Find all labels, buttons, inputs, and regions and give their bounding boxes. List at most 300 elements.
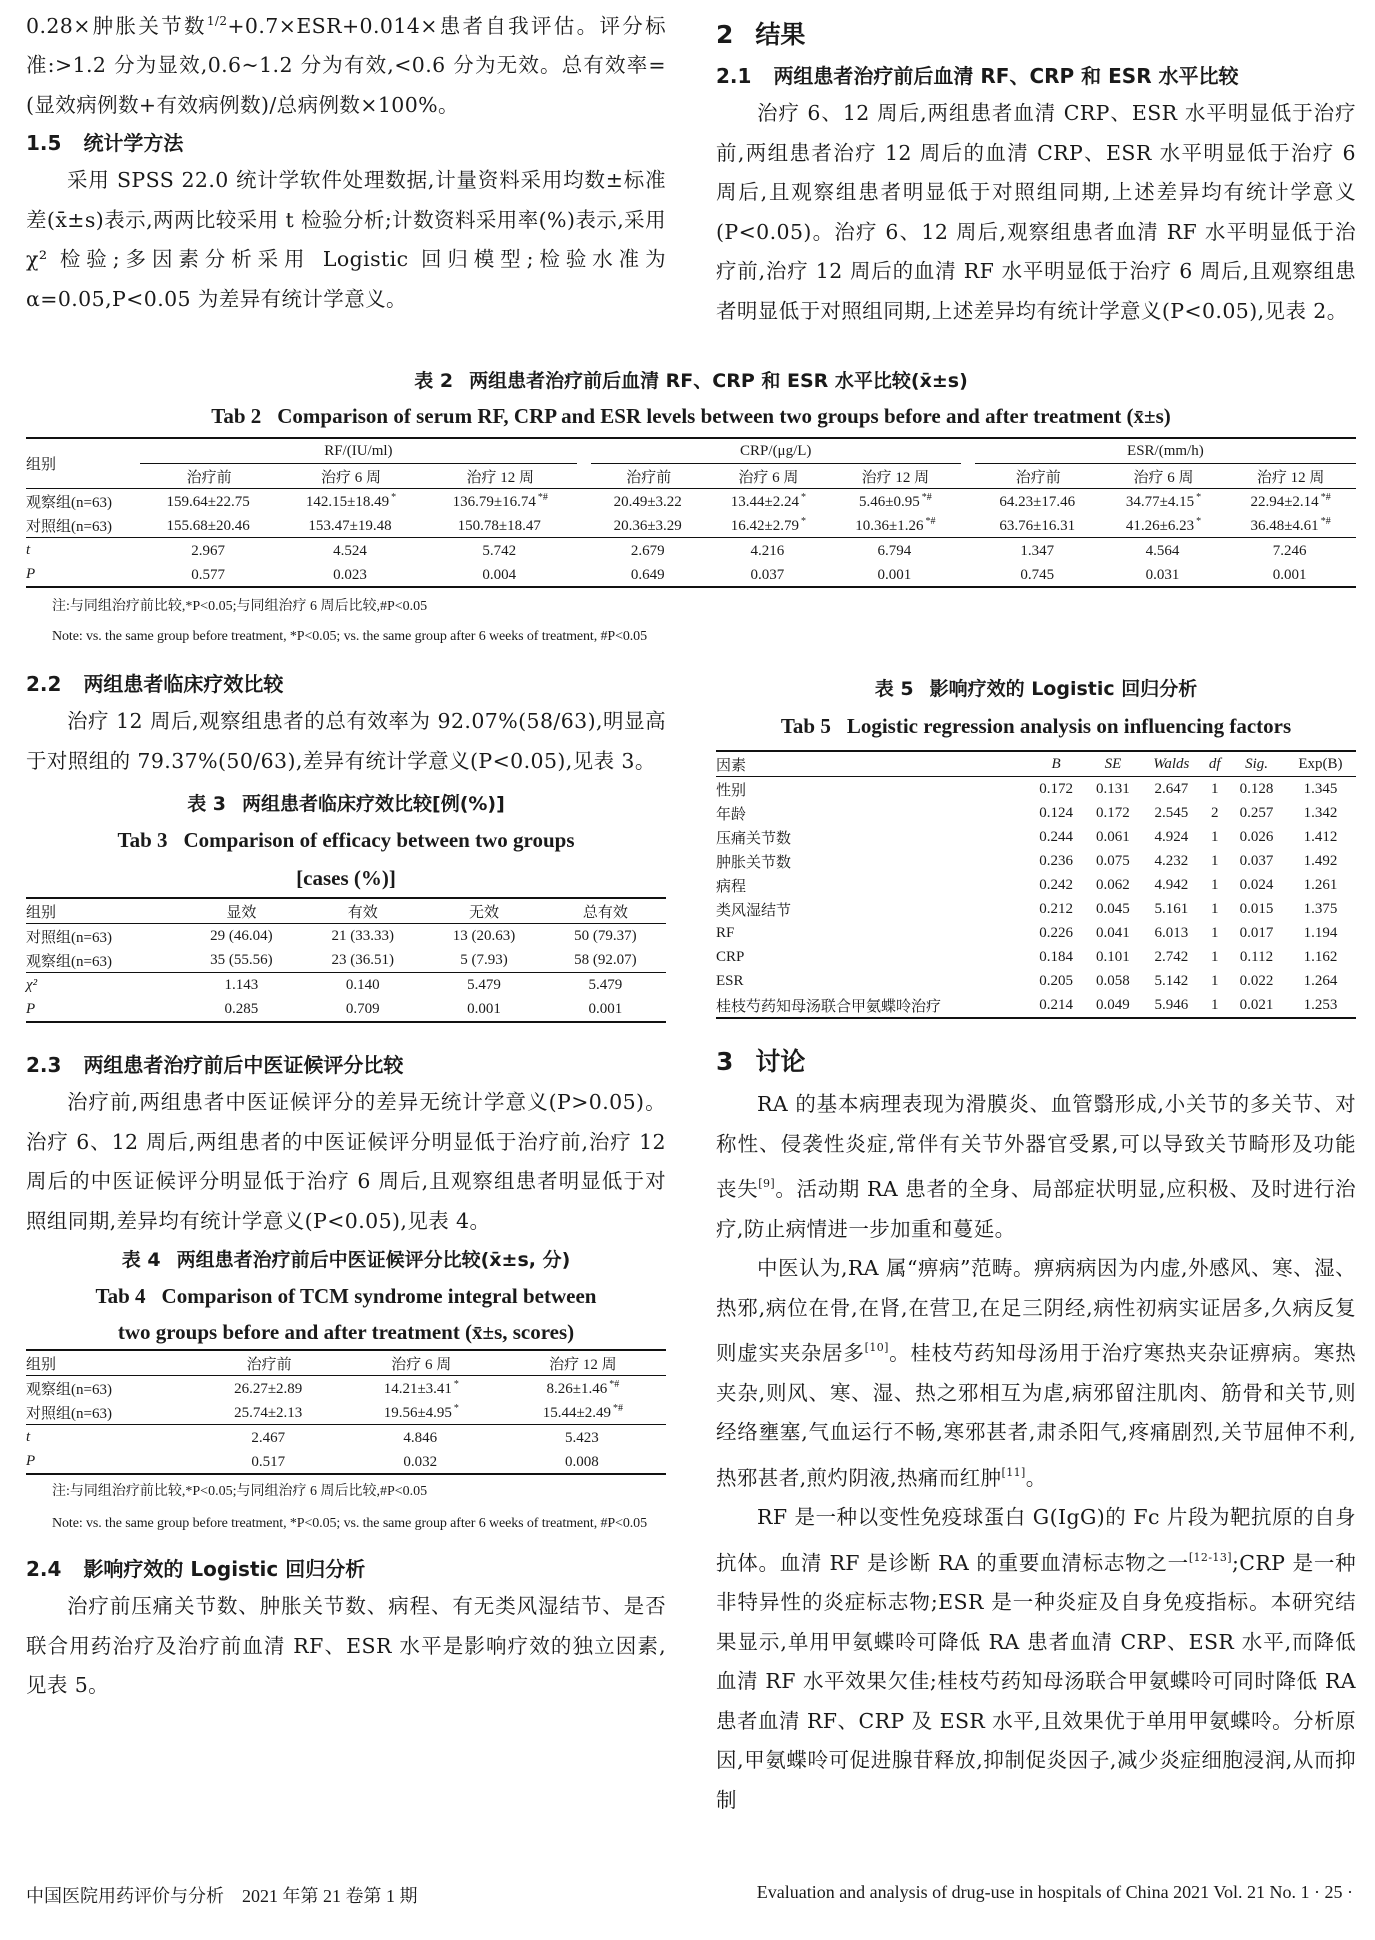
section-title: 两组患者治疗前后中医证候评分比较 xyxy=(83,1053,404,1077)
table-cell xyxy=(591,538,707,563)
significance-mark: *# xyxy=(925,515,936,527)
table-cell xyxy=(343,1425,500,1450)
section-2-2-body: 治疗 12 周后,观察组患者的总有效率为 92.07%(58/63),明显高于对照组的 79.37%(50/63),差异有统计学意义(P<0.05),见表 3。 xyxy=(26,709,666,773)
table-cell: 0.184 xyxy=(1039,948,1073,965)
table-cell: 5.479 xyxy=(588,976,623,993)
table-cell: 5 (7.93) xyxy=(460,951,508,968)
row-label: CRP xyxy=(716,948,745,965)
table-cell: 1.412 xyxy=(1303,828,1338,845)
table-cell: 0.205 xyxy=(1039,972,1073,989)
table-cell: 1 xyxy=(1210,852,1219,869)
table-cell: 1 xyxy=(1210,996,1219,1013)
cell-value: 2.467 xyxy=(251,1429,286,1446)
table-cell xyxy=(195,1400,342,1425)
table-cell: 0.257 xyxy=(1239,804,1274,821)
table-cell: 1 xyxy=(1210,780,1219,797)
table-cell xyxy=(140,538,278,563)
subheader: 治疗前 xyxy=(186,469,232,486)
column-header: 组别 xyxy=(26,904,57,921)
table-cell: 0.112 xyxy=(1239,948,1274,965)
cell-value: 25.74±2.13 xyxy=(234,1404,303,1421)
table-cell: 0.049 xyxy=(1096,996,1130,1013)
table-cell: 0.214 xyxy=(1039,996,1073,1013)
table-cell: 0.172 xyxy=(1096,804,1130,821)
table-cell: 0.285 xyxy=(224,1000,259,1017)
citation-ref: [9] xyxy=(758,1177,776,1190)
table-cell xyxy=(343,1376,500,1401)
table-row xyxy=(26,513,1356,538)
column-header: 无效 xyxy=(469,904,500,921)
text: ;CRP 是一种非特异性的炎症标志物;ESR 是一种炎症及自身免疫指标。本研究结果显示,单用甲氨蝶呤可降低 RA 患者血清 CRP、ESR 水平,而降低血清 RF 水平效果欠佳;桂枝芍药知母汤联合甲氨蝶呤可同时降低 RA 患者血清 RF、CRP 及 ESR 水平,且效果优于单用甲氨蝶呤。分析原因,甲氨蝶呤可促进腺苷释放,抑制促炎因子,减少炎症细胞浸润,从而抑制 xyxy=(716,1550,1356,1812)
row-label: t xyxy=(26,541,31,558)
row-label: P xyxy=(26,565,36,582)
table-cell xyxy=(500,1400,666,1425)
caption-number: Tab 4 xyxy=(95,1284,146,1308)
caption-number: 表 4 xyxy=(121,1249,161,1271)
section-number: 2.2 xyxy=(26,672,62,696)
table-2-caption-en xyxy=(26,398,1356,434)
caption-number: 表 5 xyxy=(874,678,914,700)
table-cell: 1.162 xyxy=(1303,948,1338,965)
table-cell: 1 xyxy=(1210,972,1219,989)
subheader: 治疗前 xyxy=(1015,469,1061,486)
table-cell xyxy=(1225,538,1356,563)
section-2-3-heading xyxy=(26,1047,666,1083)
caption-text: 两组患者治疗前后中医证候评分比较(x̄±s, 分) xyxy=(176,1249,571,1271)
row-label: 观察组(n=63) xyxy=(26,494,112,511)
section-2-1-heading xyxy=(716,58,1356,94)
table-5-caption-en xyxy=(716,706,1356,746)
table-cell: 0.131 xyxy=(1096,780,1130,797)
table-cell xyxy=(140,513,278,538)
significance-mark: * xyxy=(800,515,806,527)
section-number: 1.5 xyxy=(26,131,62,156)
table-cell xyxy=(424,538,577,563)
table-3-caption-en xyxy=(26,821,666,859)
column-header: 总有效 xyxy=(582,904,628,921)
table-cell: 1.492 xyxy=(1303,852,1338,869)
table-cell: 1.345 xyxy=(1303,780,1338,797)
citation-ref: [10] xyxy=(864,1341,889,1354)
table-cell: 0.128 xyxy=(1239,780,1274,797)
cell-value: 6.794 xyxy=(877,542,912,559)
row-label: 肿胀关节数 xyxy=(716,854,792,871)
table-cell xyxy=(1102,538,1225,563)
table-cell: 35 (55.56) xyxy=(210,951,273,968)
caption-number: Tab 2 xyxy=(211,404,262,428)
row-label: χ² xyxy=(26,976,38,993)
section-number: 2.1 xyxy=(716,64,752,88)
text: 。桂枝芍药知母汤用于治疗寒热夹杂证痹病。寒热夹杂,则风、寒、湿、热之邪相互为虐,病邪留注肌肉、筋骨和关节,则经络壅塞,气血运行不畅,寒邪甚者,肃杀阳气,疼痛剧烈,关节屈伸不利,热邪甚者,煎灼阴液,热痛而红肿 xyxy=(716,1341,1356,1490)
cell-value: 2.679 xyxy=(630,542,665,559)
column-header: 因素 xyxy=(716,757,747,774)
table-cell: 29 (46.04) xyxy=(210,927,273,944)
left-column-top xyxy=(26,2,666,319)
cell-value: 4.564 xyxy=(1145,542,1180,559)
caption-text: 两组患者临床疗效比较[例(%)] xyxy=(242,793,505,815)
section-2-heading xyxy=(716,12,1356,58)
table-cell: 1 xyxy=(1210,900,1219,917)
table-5 xyxy=(716,750,1356,1019)
table-row xyxy=(26,538,1356,563)
table-cell xyxy=(707,513,830,538)
subheader: 治疗 12 周 xyxy=(1256,469,1325,486)
table-2-note-en: Note: vs. the same group before treatment, *P<0.05; vs. the same group after 6 weeks of treatment, #P<0.05 xyxy=(52,629,647,644)
table-cell: 23 (36.51) xyxy=(331,951,394,968)
cell-value: 14.21±3.41 xyxy=(383,1380,452,1397)
table-cell: 0.041 xyxy=(1096,924,1130,941)
section-number: 3 xyxy=(716,1047,734,1076)
table-cell: 6.013 xyxy=(1154,924,1189,941)
table-cell: 4.232 xyxy=(1154,852,1189,869)
table-4-caption-en-line2: two groups before and after treatment (x̄±s, scores) xyxy=(117,1320,575,1344)
table-cell xyxy=(424,513,577,538)
cell-value: 8.26±1.46 xyxy=(546,1380,608,1397)
table-row xyxy=(716,945,1356,969)
row-label: 年龄 xyxy=(716,806,747,823)
table-row xyxy=(26,489,1356,514)
cell-value: 4.216 xyxy=(750,542,785,559)
formula-rest-text: +0.7×ESR+0.014×患者自我评估。评分标准:>1.2 分为显效,0.6~1.2 分为有效,<0.6 分为无效。总有效率=(显效病例数+有效病例数)/总病例数×100%。 xyxy=(26,13,666,117)
column-header: Sig. xyxy=(1245,755,1268,772)
row-label: 观察组(n=63) xyxy=(26,1381,112,1398)
table-row xyxy=(716,801,1356,825)
cell-value: 0.008 xyxy=(564,1453,599,1470)
cell-value: 34.77±4.15 xyxy=(1125,493,1195,510)
row-label: 类风湿结节 xyxy=(716,902,792,919)
table-cell: 4.924 xyxy=(1154,828,1189,845)
section-title: 统计学方法 xyxy=(83,131,184,156)
significance-mark: *# xyxy=(612,1402,623,1414)
table-cell: 0.022 xyxy=(1239,972,1274,989)
table-cell: 0.037 xyxy=(1239,852,1274,869)
table-cell xyxy=(830,489,961,514)
table-cell xyxy=(591,489,707,514)
text: RA 的基本病理表现为滑膜炎、血管翳形成,小关节的多关节、对称性、侵袭性炎症,常伴有关节外器官受累,可以导致关节畸形及功能丧失 xyxy=(716,1092,1356,1201)
table-cell: 5.161 xyxy=(1154,900,1189,917)
cell-value: 0.649 xyxy=(630,566,665,583)
column-header: B xyxy=(1051,755,1061,772)
table-cell: 0.024 xyxy=(1239,876,1274,893)
table-cell xyxy=(830,562,961,587)
table-2-block xyxy=(26,364,1356,652)
table-cell: 0.212 xyxy=(1039,900,1073,917)
subheader: 治疗 12 周 xyxy=(861,469,930,486)
caption-text: 两组患者治疗前后血清 RF、CRP 和 ESR 水平比较(x̄±s) xyxy=(469,370,968,392)
cell-value: 15.44±2.49 xyxy=(542,1404,611,1421)
table-5-caption-cn xyxy=(716,672,1356,706)
table-cell xyxy=(278,513,424,538)
table-cell: 21 (33.33) xyxy=(331,927,394,944)
table-cell: 1 xyxy=(1210,948,1219,965)
row-label: P xyxy=(26,1452,36,1469)
table-row xyxy=(26,1376,666,1401)
header-esr: ESR/(mm/h) xyxy=(975,438,1356,464)
table-row xyxy=(26,562,1356,587)
table-cell: 2 xyxy=(1210,804,1219,821)
table-cell xyxy=(975,513,1102,538)
cell-value: 5.742 xyxy=(482,542,517,559)
row-label: 病程 xyxy=(716,878,747,895)
caption-text: Comparison of efficacy between two groups xyxy=(183,828,575,852)
table-cell xyxy=(278,489,424,514)
caption-number: Tab 5 xyxy=(780,714,831,738)
significance-mark: * xyxy=(453,1378,459,1390)
cell-value: 64.23±17.46 xyxy=(999,493,1076,510)
table-cell xyxy=(1225,562,1356,587)
table-cell: 1.264 xyxy=(1303,972,1338,989)
table-cell xyxy=(830,513,961,538)
cell-value: 150.78±18.47 xyxy=(457,517,541,534)
table-cell xyxy=(1225,513,1356,538)
cell-value: 22.94±2.14 xyxy=(1250,493,1319,510)
table-cell xyxy=(343,1400,500,1425)
table-cell: 0.021 xyxy=(1239,996,1274,1013)
cell-value: 63.76±16.31 xyxy=(999,517,1076,534)
cell-value: 10.36±1.26 xyxy=(855,517,924,534)
table-3 xyxy=(26,897,666,1023)
section-1-5-body: 采用 SPSS 22.0 统计学软件处理数据,计量资料采用均数±标准差(x̄±s)表示,两两比较采用 t 检验分析;计数资料采用率(%)表示,采用 χ² 检验;多因素分析采用 Logistic 回归模型;检验水准为 α=0.05,P<0.05 为差异有统计学意义。 xyxy=(26,168,666,311)
caption-text: Comparison of TCM syndrome integral between xyxy=(161,1284,597,1308)
column-header: 治疗 12 周 xyxy=(549,1356,617,1373)
table-row xyxy=(26,1449,666,1474)
citation-ref: [12-13] xyxy=(1188,1550,1232,1564)
table-2-caption-cn xyxy=(26,364,1356,398)
table-cell xyxy=(195,1376,342,1401)
significance-mark: * xyxy=(1196,491,1202,503)
table-cell: 0.058 xyxy=(1096,972,1130,989)
table-4 xyxy=(26,1349,666,1475)
table-cell: 5.142 xyxy=(1154,972,1189,989)
table-cell: 0.172 xyxy=(1039,780,1073,797)
caption-text: Logistic regression analysis on influencing factors xyxy=(846,714,1292,738)
table-cell xyxy=(975,489,1102,514)
table-row xyxy=(716,897,1356,921)
cell-value: 0.517 xyxy=(251,1453,286,1470)
section-title: 结果 xyxy=(755,20,806,49)
table-cell xyxy=(424,489,577,514)
significance-mark: *# xyxy=(1320,491,1331,503)
cell-value: 0.745 xyxy=(1020,566,1055,583)
subheader: 治疗 6 周 xyxy=(1133,469,1194,486)
table-cell xyxy=(830,538,961,563)
table-cell: 0.045 xyxy=(1096,900,1130,917)
column-header: 显效 xyxy=(226,904,257,921)
row-label: 对照组(n=63) xyxy=(26,518,112,535)
table-4-note-cn: 注:与同组治疗前比较,*P<0.05;与同组治疗 6 周后比较,#P<0.05 xyxy=(52,1484,428,1499)
table-cell: 1.261 xyxy=(1303,876,1338,893)
table-cell xyxy=(707,562,830,587)
column-header: Exp(B) xyxy=(1298,755,1343,772)
cell-value: 136.79±16.74 xyxy=(452,493,536,510)
cell-value: 26.27±2.89 xyxy=(234,1380,303,1397)
cell-value: 0.004 xyxy=(482,566,517,583)
discussion-paragraph-3 xyxy=(716,1498,1356,1820)
table-cell: 58 (92.07) xyxy=(574,951,637,968)
table-cell xyxy=(707,489,830,514)
table-cell: 0.709 xyxy=(345,1000,380,1017)
cell-value: 19.56±4.95 xyxy=(383,1404,452,1421)
cell-value: 41.26±6.23 xyxy=(1125,517,1195,534)
table-3-caption-en-line2: [cases (%)] xyxy=(296,866,396,890)
left-column-lower xyxy=(26,666,666,1706)
column-header: SE xyxy=(1104,755,1122,772)
significance-mark: * xyxy=(1196,515,1202,527)
table-cell xyxy=(195,1425,342,1450)
table-cell xyxy=(975,538,1102,563)
table-row xyxy=(716,873,1356,897)
cell-value: 0.031 xyxy=(1145,566,1180,583)
table-cell: 1 xyxy=(1210,828,1219,845)
section-2-4-heading xyxy=(26,1551,666,1587)
table-cell: 1.194 xyxy=(1303,924,1338,941)
table-row xyxy=(716,849,1356,873)
cell-value: 1.347 xyxy=(1020,542,1055,559)
cell-value: 0.001 xyxy=(877,566,912,583)
table-cell xyxy=(195,1449,342,1474)
cell-value: 20.49±3.22 xyxy=(613,493,682,510)
cell-value: 0.001 xyxy=(1272,566,1307,583)
subheader: 治疗 12 周 xyxy=(466,469,534,486)
section-2-4-body: 治疗前压痛关节数、肿胀关节数、病程、有无类风湿结节、是否联合用药治疗及治疗前血清 RF、ESR 水平是影响疗效的独立因素,见表 5。 xyxy=(26,1594,666,1697)
caption-number: 表 3 xyxy=(187,793,227,815)
row-label: RF xyxy=(716,924,735,941)
discussion-paragraph-2 xyxy=(716,1249,1356,1498)
cell-value: 0.577 xyxy=(191,566,225,583)
table-cell xyxy=(707,538,830,563)
row-label: t xyxy=(26,1428,31,1445)
row-label: 对照组(n=63) xyxy=(26,1405,112,1422)
table-cell xyxy=(500,1376,666,1401)
table-row xyxy=(26,997,666,1022)
caption-number: Tab 3 xyxy=(117,828,168,852)
text: 。 xyxy=(1025,1465,1047,1490)
table-4-note-en: Note: vs. the same group before treatment, *P<0.05; vs. the same group after 6 weeks of treatment, #P<0.05 xyxy=(52,1516,647,1531)
table-cell: 0.242 xyxy=(1039,876,1073,893)
footer-journal-en: Evaluation and analysis of drug-use in hospitals of China 2021 Vol. 21 No. 1 · 25 · xyxy=(756,1882,1353,1902)
citation-ref: [11] xyxy=(1001,1465,1026,1479)
table-cell xyxy=(500,1449,666,1474)
subheader: 治疗 6 周 xyxy=(738,469,799,486)
table-cell xyxy=(343,1449,500,1474)
formula-text: 0.28×肿胀关节数 xyxy=(26,13,207,38)
footer-journal-cn: 中国医院用药评价与分析 2021 年第 21 卷第 1 期 xyxy=(26,1886,418,1906)
table-row xyxy=(26,1400,666,1425)
text: 。活动期 RA 患者的全身、局部症状明显,应积极、及时进行治疗,防止病情进一步加重和蔓延。 xyxy=(716,1177,1356,1241)
table-row xyxy=(26,973,666,998)
table-row xyxy=(26,924,666,949)
section-1-5-heading xyxy=(26,125,666,161)
table-2 xyxy=(26,437,1356,588)
cell-value: 0.032 xyxy=(403,1453,438,1470)
section-2-1-body: 治疗 6、12 周后,两组患者血清 CRP、ESR 水平明显低于治疗前,两组患者治疗 12 周后的血清 CRP、ESR 水平明显低于治疗 6 周后,且观察组患者明显低于对照组同期,上述差异均有统计学意义(P<0.05)。治疗 6、12 周后,观察组患者血清 RF 水平明显低于治疗前,治疗 12 周后的血清 RF 水平明显低于治疗 6 周后,且观察组患者明显低于对照组同期,上述差异均有统计学意义(P<0.05),见表 2。 xyxy=(716,101,1356,323)
table-row xyxy=(716,993,1356,1018)
table-cell: 4.942 xyxy=(1154,876,1189,893)
text: RF 是一种以变性免疫球蛋白 G(IgG)的 Fc 片段为靶抗原的自身抗体。血清 RF 是诊断 RA 的重要血清标志物之一 xyxy=(716,1505,1356,1575)
cell-value: 0.037 xyxy=(750,566,785,583)
table-cell: 0.061 xyxy=(1096,828,1130,845)
table-cell: 0.101 xyxy=(1096,948,1130,965)
cell-value: 20.36±3.29 xyxy=(613,517,682,534)
table-cell: 0.026 xyxy=(1239,828,1274,845)
right-column-lower xyxy=(716,672,1356,1820)
row-label: 桂枝芍药知母汤联合甲氨蝶呤治疗 xyxy=(716,998,942,1015)
table-cell: 0.244 xyxy=(1039,828,1073,845)
table-cell: 1 xyxy=(1210,924,1219,941)
column-header: 治疗前 xyxy=(246,1356,292,1373)
section-number: 2.4 xyxy=(26,1557,62,1581)
cell-value: 7.246 xyxy=(1272,542,1307,559)
caption-number: 表 2 xyxy=(414,370,454,392)
table-cell: 13 (20.63) xyxy=(452,927,516,944)
cell-value: 142.15±18.49 xyxy=(305,493,390,510)
table-row xyxy=(716,777,1356,802)
subheader: 治疗 6 周 xyxy=(320,469,381,486)
efficacy-formula-paragraph xyxy=(26,2,666,125)
column-header: Walds xyxy=(1153,755,1190,772)
caption-text: 影响疗效的 Logistic 回归分析 xyxy=(929,678,1198,700)
table-cell: 1 xyxy=(1210,876,1219,893)
significance-mark: *# xyxy=(921,491,932,503)
right-column-top xyxy=(716,12,1356,331)
table-cell: 1.253 xyxy=(1303,996,1338,1013)
cell-value: 2.967 xyxy=(191,542,225,559)
section-title: 影响疗效的 Logistic 回归分析 xyxy=(83,1557,366,1581)
cell-value: 36.48±4.61 xyxy=(1250,517,1319,534)
cell-value: 155.68±20.46 xyxy=(166,517,250,534)
table-cell xyxy=(424,562,577,587)
table-cell xyxy=(591,513,707,538)
table-cell: 0.075 xyxy=(1096,852,1130,869)
table-row xyxy=(716,921,1356,945)
cell-value: 5.46±0.95 xyxy=(859,493,920,510)
significance-mark: * xyxy=(453,1402,459,1414)
row-label: P xyxy=(26,1000,36,1017)
cell-value: 159.64±22.75 xyxy=(166,493,250,510)
section-title: 讨论 xyxy=(755,1047,806,1076)
table-cell xyxy=(1102,562,1225,587)
table-cell: 0.236 xyxy=(1039,852,1073,869)
table-cell xyxy=(500,1425,666,1450)
section-title: 两组患者治疗前后血清 RF、CRP 和 ESR 水平比较 xyxy=(773,64,1239,88)
table-cell: 1.143 xyxy=(224,976,259,993)
significance-mark: *# xyxy=(609,1378,620,1390)
subheader: 治疗前 xyxy=(626,469,672,486)
cell-value: 0.023 xyxy=(333,566,367,583)
column-header: 治疗 6 周 xyxy=(391,1356,452,1373)
table-cell: 2.647 xyxy=(1154,780,1189,797)
table-cell xyxy=(1102,489,1225,514)
table-cell: 0.001 xyxy=(588,1000,623,1017)
header-rf: RF/(IU/ml) xyxy=(140,438,577,464)
table-cell: 2.742 xyxy=(1154,948,1189,965)
table-cell xyxy=(1102,513,1225,538)
significance-mark: * xyxy=(800,491,806,503)
significance-mark: *# xyxy=(537,491,548,503)
row-label: 性别 xyxy=(716,782,747,799)
table-cell: 1.375 xyxy=(1303,900,1338,917)
table-cell: 0.140 xyxy=(345,976,380,993)
table-cell xyxy=(140,489,278,514)
column-header: 有效 xyxy=(347,904,378,921)
section-2-2-heading xyxy=(26,666,666,702)
significance-mark: * xyxy=(391,491,397,503)
discussion-paragraph-1 xyxy=(716,1085,1356,1249)
formula-exponent: 1/2 xyxy=(206,14,228,28)
table-cell: 5.479 xyxy=(467,976,501,993)
table-4-caption-en xyxy=(26,1277,666,1315)
section-2-3-body: 治疗前,两组患者中医证候评分的差异无统计学意义(P>0.05)。治疗 6、12 周后,两组患者的中医证候评分明显低于治疗前,治疗 12 周后的中医证候评分明显低于治疗 6 周后,且观察组患者明显低于对照组同期,差异均有统计学意义(P<0.05),见表 4。 xyxy=(26,1090,666,1233)
